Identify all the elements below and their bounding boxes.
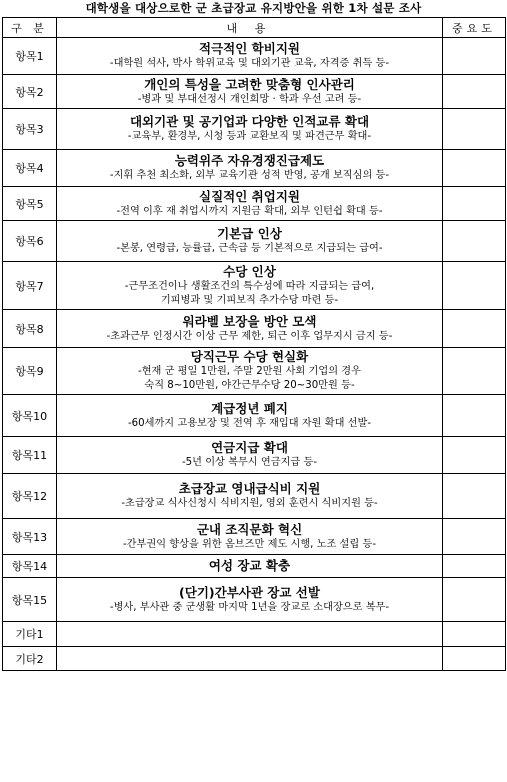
table-row: [3, 437, 506, 474]
table-row: [3, 310, 506, 348]
item-label: 항목11: [3, 437, 57, 474]
item-content: [57, 109, 443, 150]
item-description: 숙직 8~10만원, 야간근무수당 20~30만원 등-: [144, 380, 355, 391]
item-title: 실질적인 취업지원: [199, 188, 300, 204]
importance-cell[interactable]: [443, 262, 506, 310]
importance-cell[interactable]: [443, 622, 506, 647]
table-row: [3, 38, 506, 75]
item-label: 항목9: [3, 348, 57, 395]
header-content: 내 용: [57, 18, 443, 38]
item-title: 워라벨 보장을 방안 모색: [182, 313, 317, 329]
header-category: 구 분: [3, 18, 57, 38]
item-label: 항목8: [3, 310, 57, 348]
item-label: 항목14: [3, 555, 57, 578]
item-content: [57, 75, 443, 109]
importance-cell[interactable]: [443, 647, 506, 671]
item-title: 수당 인상: [223, 263, 276, 279]
table-row: [3, 474, 506, 519]
item-label: 항목13: [3, 519, 57, 555]
importance-cell[interactable]: [443, 578, 506, 622]
table-row: [3, 555, 506, 578]
item-label: 항목6: [3, 221, 57, 262]
importance-cell[interactable]: [443, 474, 506, 519]
item-title: (단기)간부사관 장교 선발: [179, 584, 320, 600]
item-description: -병사, 부사관 중 군생활 마지막 1년을 장교로 소대장으로 복무-: [109, 601, 390, 613]
table-row: [3, 75, 506, 109]
item-title: 대외기관 및 공기업과 다양한 인적교류 확대: [129, 114, 370, 129]
importance-cell[interactable]: [443, 437, 506, 474]
item-label: 기타2: [3, 647, 57, 671]
item-description: -지휘 추천 최소화, 외부 교육기관 성적 반영, 공개 보직심의 등-: [109, 170, 390, 181]
importance-cell[interactable]: [443, 221, 506, 262]
item-label: 항목15: [3, 578, 57, 622]
item-description: -간부권익 향상을 위한 옴브즈만 제도 시행, 노조 설립 등-: [123, 538, 376, 550]
table-row: [3, 109, 506, 150]
item-content: [57, 262, 443, 310]
table-row: [3, 187, 506, 221]
item-title: 개인의 특성을 고려한 맞춤형 인사관리: [144, 76, 355, 92]
header-importance: 중요도: [443, 18, 506, 38]
table-row: [3, 150, 506, 187]
item-description: -60세까지 고용보장 및 전역 후 재입대 자원 확대 선발-: [127, 417, 372, 429]
item-title: 연금지급 확대: [211, 440, 288, 455]
item-content: [57, 150, 443, 187]
item-content: [57, 395, 443, 437]
item-title: 초급장교 영내급식비 지원: [178, 481, 321, 496]
item-content: [57, 348, 443, 395]
item-content: [57, 38, 443, 75]
item-label: 항목1: [3, 38, 57, 75]
importance-cell[interactable]: [443, 75, 506, 109]
item-description: -병과 및 부대선정시 개인희망 · 학과 우선 고려 등-: [137, 93, 362, 105]
table-row: [3, 395, 506, 437]
item-content: [57, 474, 443, 519]
item-content: [57, 622, 443, 647]
importance-cell[interactable]: [443, 109, 506, 150]
survey-table: [2, 17, 506, 671]
header-row: [3, 18, 506, 38]
item-description: -전역 이후 재 취업시까지 지원금 확대, 외부 인턴쉽 확대 등-: [116, 205, 383, 217]
item-description: -근무조건이나 생활조건의 특수성에 따라 지급되는 급여,: [124, 280, 375, 292]
item-title: 능력위주 자유경쟁진급제도: [174, 153, 325, 168]
item-description: -5년 이상 복무시 연금지급 등-: [181, 457, 318, 468]
table-row: [3, 578, 506, 622]
item-label: 기타1: [3, 622, 57, 647]
importance-cell[interactable]: [443, 38, 506, 75]
item-title: 적극적인 학비지원: [199, 41, 300, 56]
item-label: 항목7: [3, 262, 57, 310]
item-description: -교육부, 환경부, 시청 등과 교환보직 및 파견근무 확대-: [127, 131, 372, 142]
item-description: -현재 군 평일 1만원, 주말 2만원 사회 기업의 경우: [138, 366, 361, 377]
item-label: 항목2: [3, 75, 57, 109]
item-description: -초과근무 인정시간 이상 근무 제한, 퇴근 이후 업무지시 금지 등-: [106, 330, 393, 342]
item-label: 항목10: [3, 395, 57, 437]
item-content: [57, 437, 443, 474]
importance-cell[interactable]: [443, 555, 506, 578]
item-content: [57, 555, 443, 578]
item-title: 군내 조직문화 혁신: [196, 521, 303, 537]
item-label: 항목3: [3, 109, 57, 150]
table-row: [3, 519, 506, 555]
importance-cell[interactable]: [443, 187, 506, 221]
document-title: 대학생을 대상으로한 군 초급장교 유지방안을 위한 1차 설문 조사: [85, 1, 422, 15]
importance-cell[interactable]: [443, 348, 506, 395]
item-label: 항목12: [3, 474, 57, 519]
table-row: [3, 647, 506, 671]
item-title: 당직근무 수당 현실화: [190, 349, 309, 364]
importance-cell[interactable]: [443, 395, 506, 437]
item-title: 계급정년 폐지: [211, 400, 288, 416]
table-row: [3, 262, 506, 310]
item-title: 기본급 인상: [217, 226, 282, 241]
item-content: [57, 578, 443, 622]
item-description: 기피병과 및 기피보직 추가수당 마련 등-: [160, 294, 339, 306]
item-label: 항목5: [3, 187, 57, 221]
item-description: -본봉, 연령급, 능률급, 근속급 등 기본적으로 지급되는 급여-: [116, 243, 383, 254]
item-content: [57, 187, 443, 221]
item-description: -초급장교 식사신청시 식비지원, 영외 훈련시 식비지원 등-: [121, 498, 378, 509]
item-content: [57, 519, 443, 555]
item-description: -대학원 석사, 박사 학위교육 및 대외기관 교육, 자격증 취득 등-: [109, 58, 390, 69]
item-content: [57, 221, 443, 262]
importance-cell[interactable]: [443, 519, 506, 555]
item-content: [57, 647, 443, 671]
table-row: [3, 221, 506, 262]
item-title: 여성 장교 확충: [208, 558, 291, 573]
item-content: [57, 310, 443, 348]
importance-cell[interactable]: [443, 310, 506, 348]
item-label: 항목4: [3, 150, 57, 187]
importance-cell[interactable]: [443, 150, 506, 187]
table-row: [3, 348, 506, 395]
table-row: [3, 622, 506, 647]
